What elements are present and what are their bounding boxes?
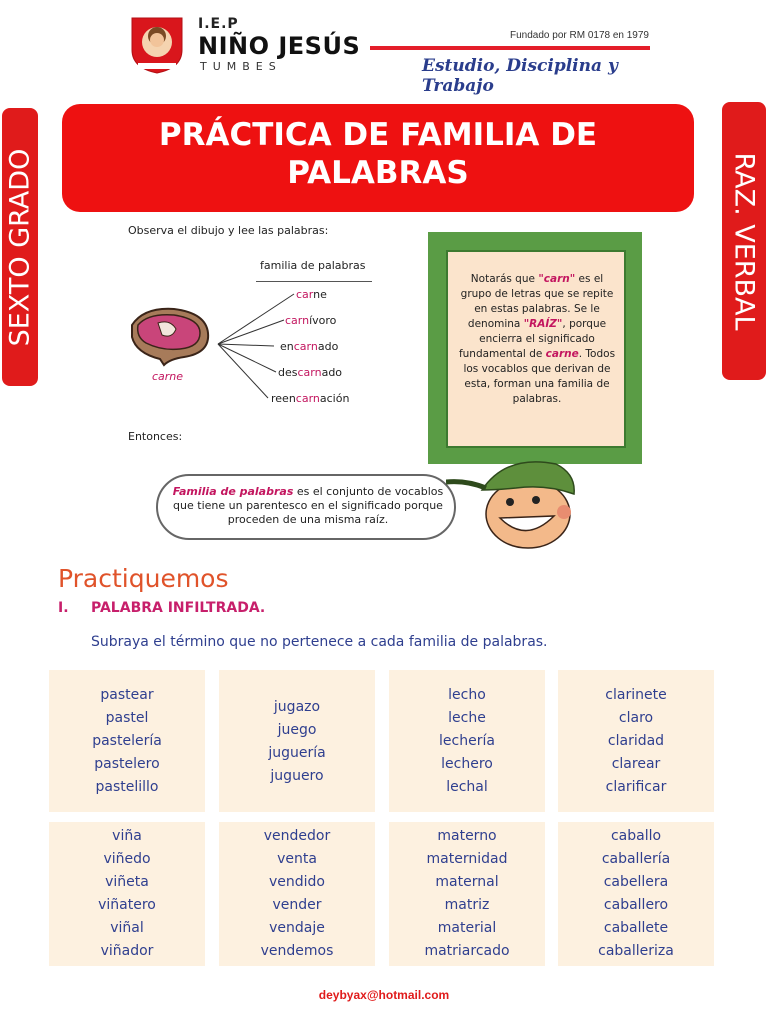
meat-illustration: [124, 303, 216, 369]
section-title: PALABRA INFILTRADA.: [91, 600, 266, 616]
header-divider: [370, 46, 650, 50]
meat-caption: carne: [152, 370, 184, 383]
word-option[interactable]: pastear: [100, 686, 154, 703]
word-option[interactable]: lechero: [441, 755, 493, 772]
family-word: encarnado: [280, 340, 339, 353]
word-option[interactable]: claridad: [607, 732, 665, 749]
school-logo: [128, 14, 186, 74]
grade-label-text: SEXTO GRADO: [4, 148, 36, 346]
word-option[interactable]: viñador: [100, 943, 154, 959]
title-line-2: PALABRAS: [287, 155, 469, 191]
word-option[interactable]: caballo: [610, 828, 662, 844]
word-group-card: [389, 670, 545, 812]
school-motto: Estudio, Disciplina y Trabajo: [422, 56, 618, 96]
word-option[interactable]: materno: [437, 828, 497, 844]
page-title: [62, 104, 694, 212]
word-option[interactable]: pastelillo: [95, 778, 159, 795]
family-word: reencarnación: [271, 392, 350, 405]
word-option[interactable]: pastelería: [92, 732, 162, 749]
word-option[interactable]: caballeriza: [598, 943, 674, 959]
title-line-1: PRÁCTICA DE FAMILIA DE: [158, 117, 598, 153]
word-option[interactable]: clarear: [611, 755, 661, 772]
word-group-card: [219, 670, 375, 812]
word-option[interactable]: caballería: [601, 851, 671, 867]
word-group-card: [558, 822, 714, 966]
word-option[interactable]: cabellera: [603, 874, 669, 890]
word-option[interactable]: viñedo: [103, 851, 151, 867]
word-option[interactable]: juego: [277, 722, 317, 738]
word-option[interactable]: caballete: [603, 920, 669, 936]
word-option[interactable]: clarinete: [605, 686, 667, 703]
word-option[interactable]: material: [437, 920, 497, 936]
word-option[interactable]: vendido: [269, 874, 325, 890]
word-option[interactable]: matriz: [444, 897, 490, 913]
word-option[interactable]: viñal: [110, 920, 144, 936]
observe-instruction: Observa el dibujo y lee las palabras:: [128, 224, 329, 237]
exercise-instruction: Subraya el término que no pertenece a cada familia de palabras.: [91, 634, 548, 650]
word-option[interactable]: claro: [618, 709, 654, 726]
word-option[interactable]: lechería: [439, 732, 495, 749]
word-option[interactable]: clarificar: [605, 778, 667, 795]
school-name: NIÑO JESÚS: [198, 32, 361, 60]
word-option[interactable]: lecho: [448, 686, 486, 703]
word-option[interactable]: vendaje: [269, 920, 325, 936]
family-word: carnívoro: [285, 314, 337, 327]
note-text: Notarás que "carn" es el grupo de letras que se repite en estas palabras. Se le denomina "RAÍZ", porque encierra el significado fundamental de carne. Todos los vocablos que derivan de esta, forman una familia de palabras.: [458, 273, 616, 405]
word-option[interactable]: viña: [112, 828, 142, 844]
founded-text: Fundado por RM 0178 en 1979: [510, 30, 649, 41]
school-city: TUMBES: [200, 60, 282, 73]
word-option[interactable]: vender: [272, 897, 322, 913]
word-option[interactable]: pastel: [105, 709, 149, 726]
word-option[interactable]: juguería: [268, 745, 326, 761]
school-header: [128, 12, 650, 96]
footer-email[interactable]: deybyax@hotmail.com: [318, 988, 450, 1002]
subject-label: [722, 102, 766, 380]
family-word: descarnado: [278, 366, 343, 379]
word-group-card: [558, 670, 714, 812]
family-word: carne: [296, 288, 327, 301]
section-number: I.: [58, 600, 69, 616]
word-option[interactable]: jugazo: [273, 699, 321, 715]
word-group-card: [219, 822, 375, 966]
word-group-card: [49, 822, 205, 966]
word-option[interactable]: caballero: [603, 897, 669, 913]
word-option[interactable]: venta: [277, 851, 317, 867]
word-option[interactable]: pastelero: [94, 755, 160, 772]
boy-illustration: [446, 454, 582, 550]
word-option[interactable]: maternidad: [426, 851, 508, 867]
word-option[interactable]: viñeta: [105, 874, 149, 890]
entonces-label: Entonces:: [128, 430, 183, 443]
word-option[interactable]: matriarcado: [424, 943, 510, 959]
word-option[interactable]: vendemos: [260, 943, 334, 959]
word-option[interactable]: maternal: [435, 874, 499, 890]
family-label: familia de palabras: [260, 259, 366, 272]
practice-heading: Practiquemos: [58, 564, 229, 593]
word-option[interactable]: lechal: [446, 778, 488, 795]
family-underline: [256, 281, 372, 282]
word-group-card: [49, 670, 205, 812]
subject-label-text: RAZ. VERBAL: [728, 151, 760, 331]
word-option[interactable]: juguero: [270, 768, 324, 784]
school-iep: I.E.P: [198, 16, 239, 32]
word-option[interactable]: leche: [448, 709, 486, 726]
word-option[interactable]: vendedor: [263, 828, 331, 844]
word-option[interactable]: viñatero: [98, 897, 156, 913]
definition-text: Familia de palabras es el conjunto de vocablos que tiene un parentesco en el significado porque proceden de una misma raíz.: [172, 485, 444, 526]
grade-label: [2, 108, 38, 386]
word-group-card: [389, 822, 545, 966]
